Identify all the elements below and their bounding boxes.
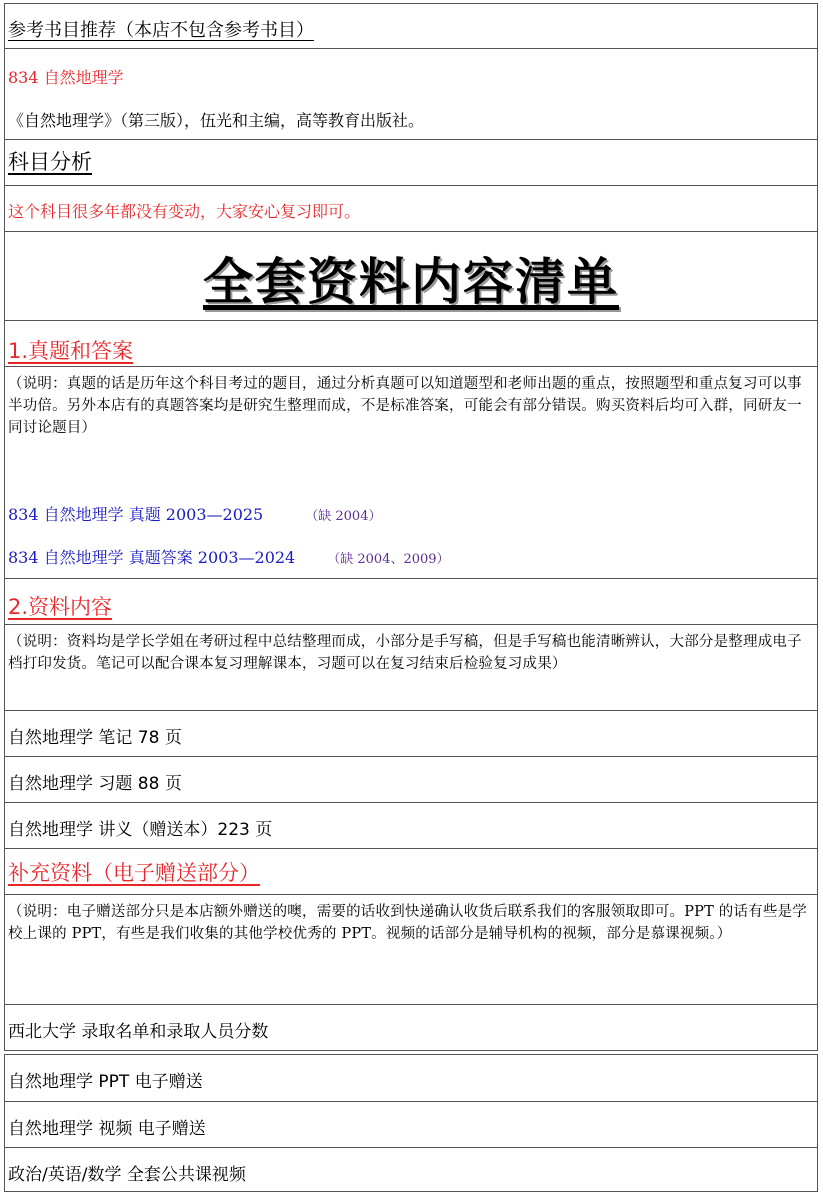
section1-body [5, 366, 817, 578]
main-table [4, 3, 818, 1051]
section2-item-1: 自然地理学 笔记 78 页 [5, 710, 817, 756]
section3-note: （说明：电子赠送部分只是本店额外赠送的噢，需要的话收到快递确认收货后联系我们的客服领取即可。PPT 的话有些是学校上课的 PPT，有些是我们收集的其他学校优秀的 PPT。视频的话部分是辅导机构的视频，部分是慕课视频。） [8, 904, 807, 942]
section1-item-2-text: 834 自然地理学 真题答案 2003—2024 [8, 548, 296, 567]
extras-table [4, 1054, 818, 1192]
reference-heading: 参考书目推荐（本店不包含参考书目） [8, 20, 314, 41]
page-title: 全套资料内容清单 [203, 253, 619, 311]
section2-item-3: 自然地理学 讲义（赠送本）223 页 [5, 802, 817, 848]
analysis-cell [5, 185, 817, 231]
section1-item-2-remark: （缺 2004、2009） [327, 552, 450, 567]
section1-item-1-remark: （缺 2004） [305, 509, 382, 524]
section2-note: （说明：资料均是学长学姐在考研过程中总结整理而成，小部分是手写稿，但是手写稿也能清晰辨认，大部分是整理成电子档打印发货。笔记可以配合课本复习理解课本，习题可以在复习结束后检验复习成果） [8, 634, 802, 672]
section2-body [5, 624, 817, 710]
section1-heading: 1.真题和答案 [5, 320, 817, 366]
title-cell [5, 231, 817, 320]
section3-item-1: 西北大学 录取名单和录取人员分数 [5, 1004, 817, 1050]
section3-heading: 补充资料（电子赠送部分） [5, 848, 817, 894]
section2-heading: 2.资料内容 [5, 578, 817, 624]
section2-item-2: 自然地理学 习题 88 页 [5, 756, 817, 802]
extras-item-1: 自然地理学 PPT 电子赠送 [8, 1072, 203, 1092]
analysis-text: 这个科目很多年都没有变动，大家安心复习即可。 [8, 202, 361, 221]
extras-item-2: 自然地理学 视频 电子赠送 [5, 1101, 817, 1147]
reference-course: 834 自然地理学 [8, 68, 124, 87]
section1-item-1 [5, 502, 384, 525]
extras-item-3: 政治/英语/数学 全套公共课视频 [5, 1147, 817, 1191]
reference-cell [5, 48, 817, 139]
analysis-heading: 科目分析 [5, 139, 817, 185]
section3-body [5, 894, 817, 1004]
section1-note: （说明：真题的话是历年这个科目考过的题目，通过分析真题可以知道题型和老师出题的重点，按照题型和重点复习可以事半功倍。另外本店有的真题答案均是研究生整理而成，不是标准答案，可能会有部分错误。购买资料后均可入群，同研友一同讨论题目） [8, 376, 802, 436]
reference-book: 《自然地理学》（第三版），伍光和主编，高等教育出版社。 [8, 111, 425, 130]
section1-item-2 [5, 545, 453, 568]
section1-item-1-text: 834 自然地理学 真题 2003—2025 [8, 505, 264, 524]
